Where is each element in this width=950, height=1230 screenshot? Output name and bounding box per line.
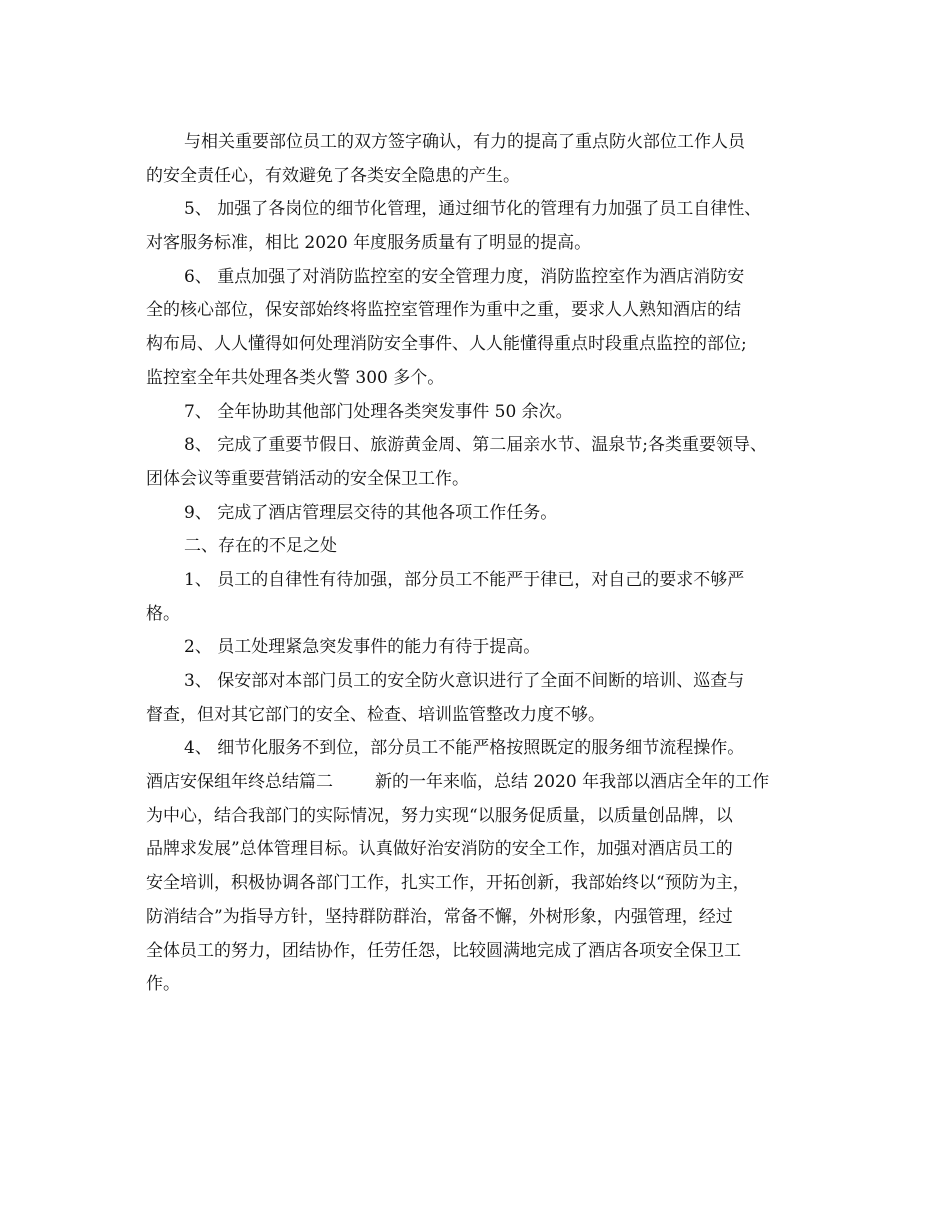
document-body (146, 126, 818, 1002)
text-line: 团体会议等重要营销活动的安全保卫工作。 (146, 468, 469, 489)
text-line: 全的核心部位，保安部始终将监控室管理作为重中之重，要求人人熟知酒店的结 (146, 300, 741, 321)
text-line: 全体员工的努力，团结协作，任劳任怨，比较圆满地完成了酒店各项安全保卫工 (146, 940, 741, 961)
text-line: 7、 全年协助其他部门处理各类突发事件 50 余次。 (184, 401, 573, 422)
text-line: 构布局、人人懂得如何处理消防安全事件、人人能懂得重点时段重点监控的部位; (146, 334, 747, 355)
text-line: 1、 员工的自律性有待加强，部分员工不能严于律已，对自己的要求不够严 (184, 569, 745, 590)
text-line: 5、 加强了各岗位的细节化管理，通过细节化的管理有力加强了员工自律性、 (184, 199, 762, 220)
text-line: 监控室全年共处理各类火警 300 多个。 (146, 367, 445, 388)
text-line (146, 766, 818, 800)
article-intro: 新的一年来临，总结 2020 年我部以酒店全年的工作 (375, 772, 770, 793)
text-line: 与相关重要部位员工的双方签字确认，有力的提高了重点防火部位工作人员 (184, 132, 745, 152)
text-line: 6、 重点加强了对消防监控室的安全管理力度，消防监控室作为酒店消防安 (184, 266, 745, 287)
section-heading: 二、存在的不足之处 (184, 536, 337, 557)
text-line: 安全培训，积极协调各部门工作，扎实工作，开拓创新，我部始终以“预防为主， (146, 873, 750, 894)
text-line: 格。 (146, 603, 180, 624)
text-line: 督查，但对其它部门的安全、检查、培训监管整改力度不够。 (146, 704, 605, 725)
article-title: 酒店安保组年终总结篇二 (146, 772, 333, 793)
text-line: 品牌求发展”总体管理目标。认真做好治安消防的安全工作，加强对酒店员工的 (146, 839, 733, 860)
text-line: 作。 (146, 974, 180, 995)
text-line: 的安全责任心，有效避免了各类安全隐患的产生。 (146, 165, 520, 186)
text-line: 防消结合”为指导方针，坚持群防群治，常备不懈，外树形象，内强管理，经过 (146, 906, 733, 927)
text-line: 8、 完成了重要节假日、旅游黄金周、第二届亲水节、温泉节;各类重要领导、 (184, 435, 767, 456)
text-line: 对客服务标准，相比 2020 年度服务质量有了明显的提高。 (146, 233, 592, 254)
text-line: 9、 完成了酒店管理层交待的其他各项工作任务。 (184, 502, 558, 523)
text-line: 2、 员工处理紧急突发事件的能力有待于提高。 (184, 637, 541, 658)
text-line: 为中心，结合我部门的实际情况，努力实现“以服务促质量，以质量创品牌，以 (146, 805, 733, 826)
text-line: 3、 保安部对本部门员工的安全防火意识进行了全面不间断的培训、巡查与 (184, 671, 745, 691)
text-line: 4、 细节化服务不到位，部分员工不能严格按照既定的服务细节流程操作。 (184, 738, 745, 759)
